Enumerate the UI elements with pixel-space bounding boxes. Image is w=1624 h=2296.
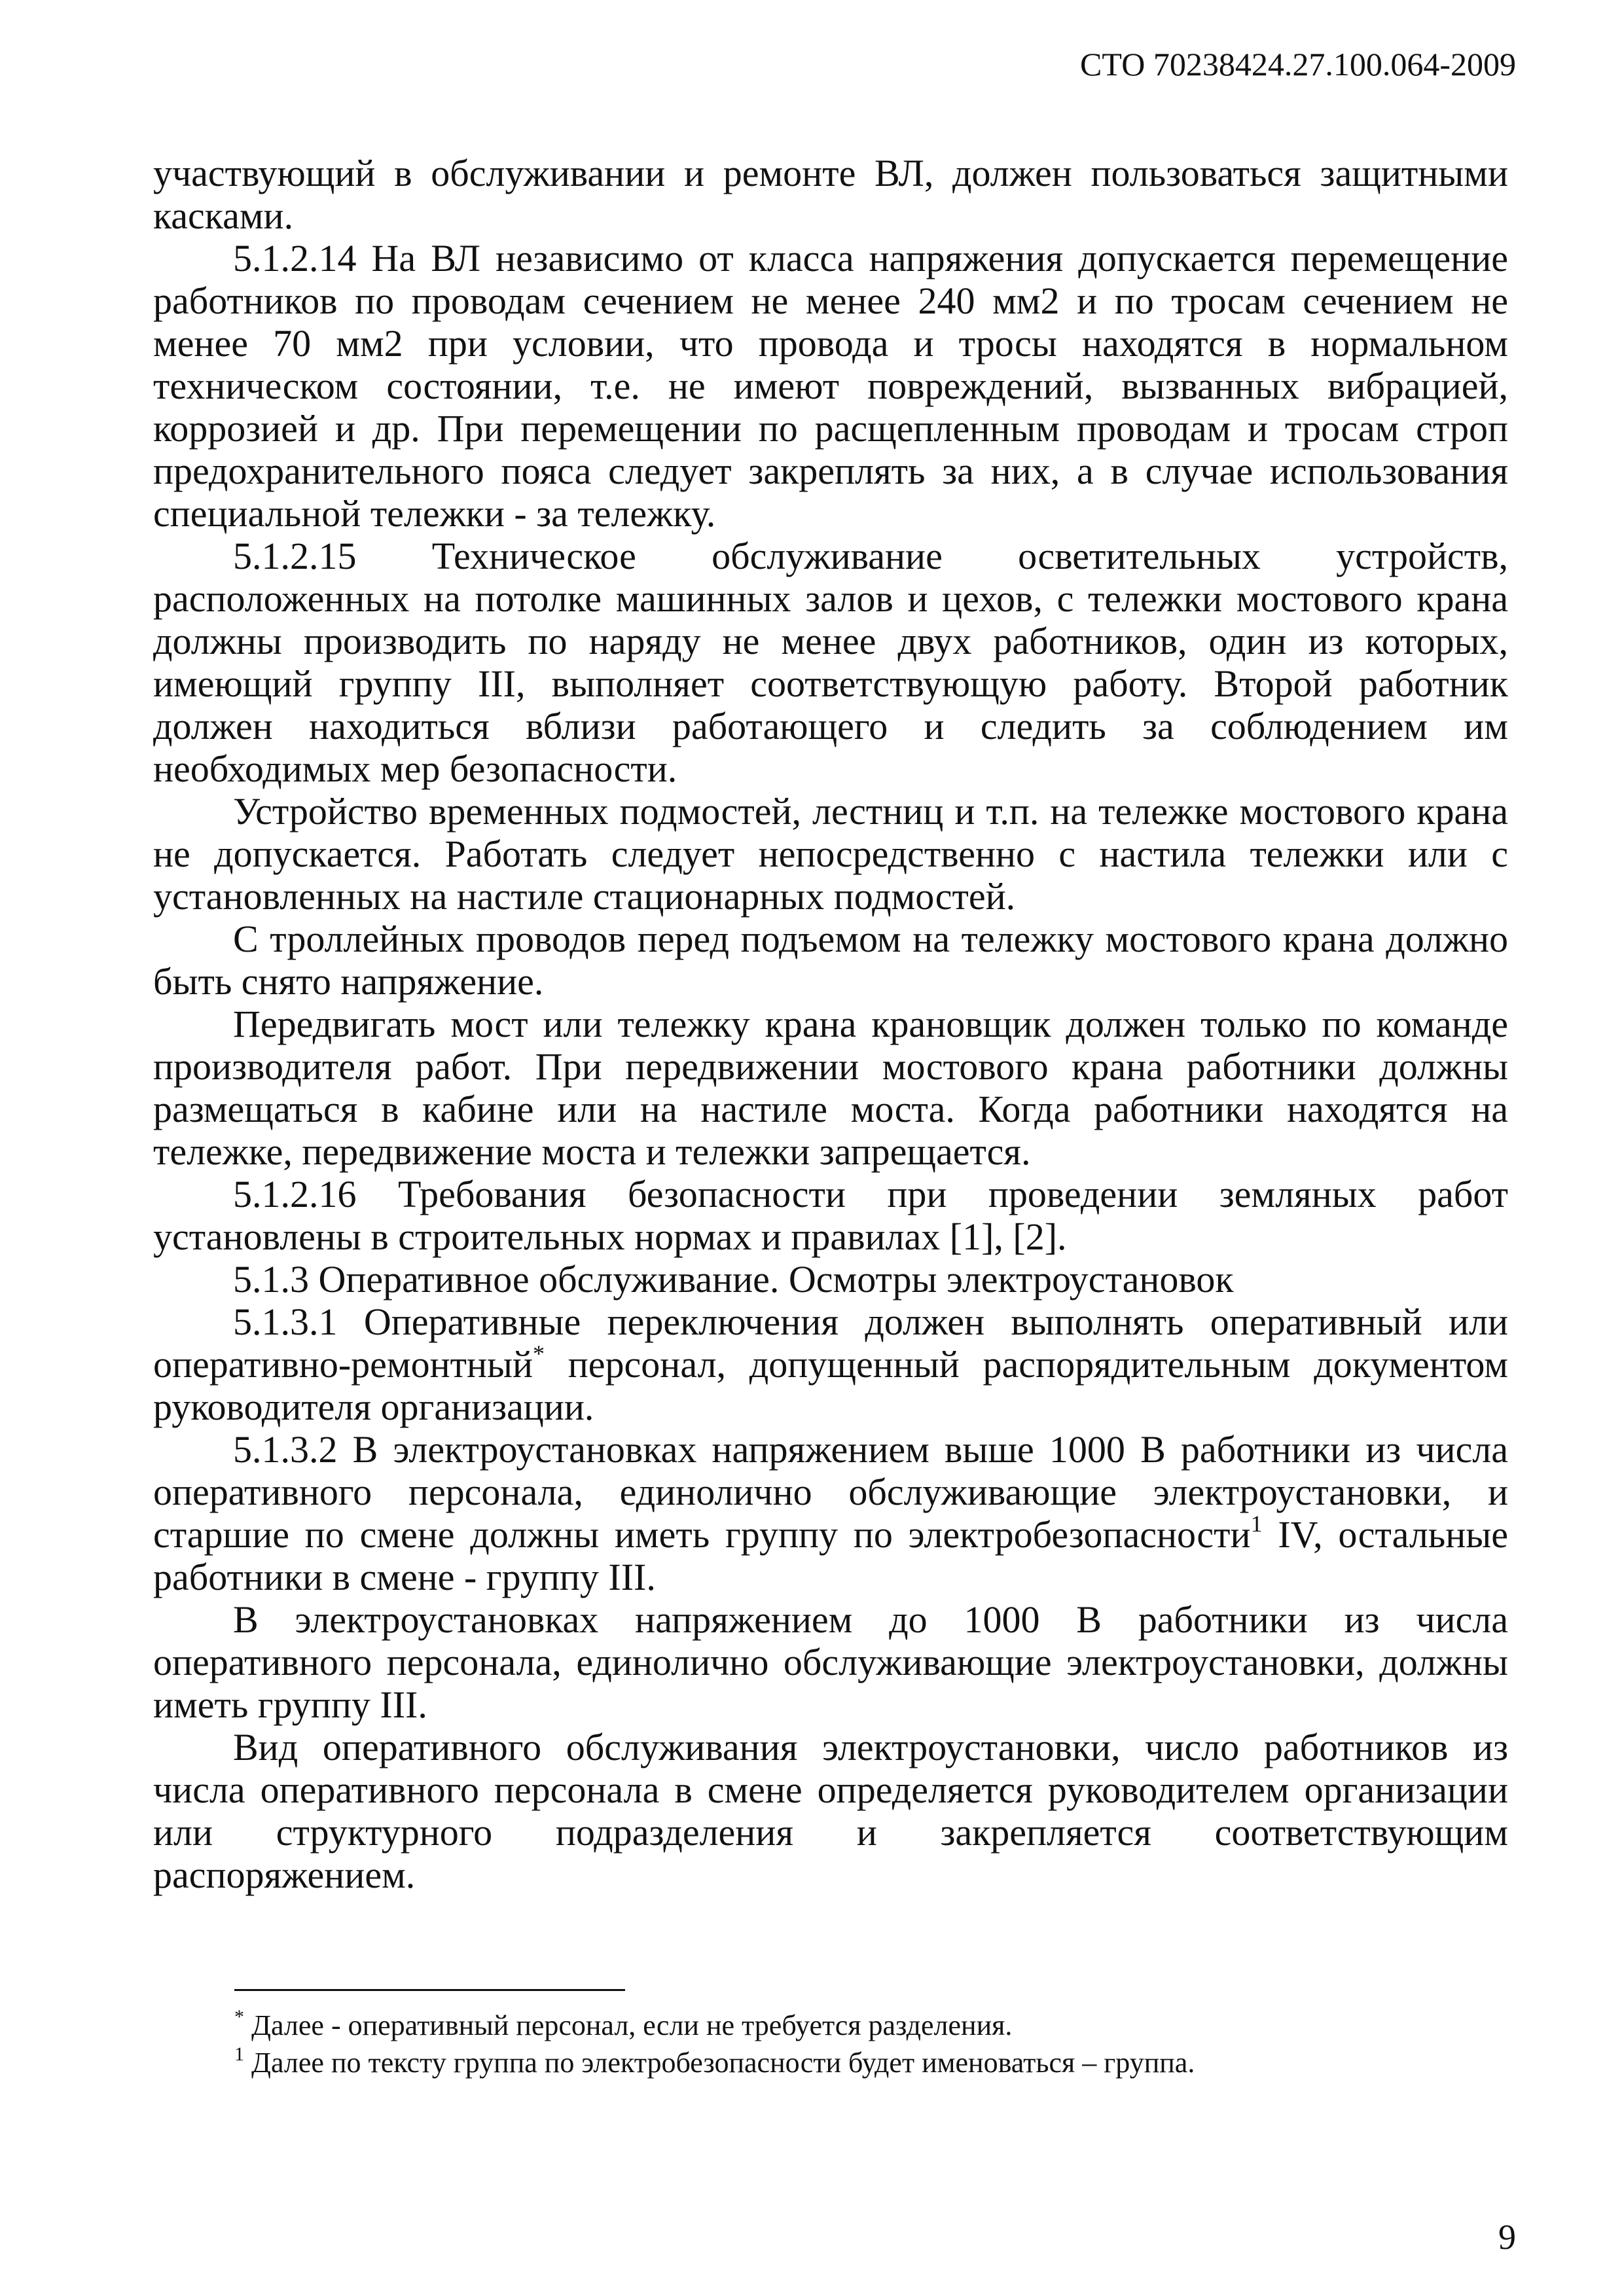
paragraph-5-1-2-14: 5.1.2.14 На ВЛ независимо от класса напряжения допускается перемещение работников по проводам сечением не менее 240 мм2 и по тросам сечением не менее 70 мм2 при условии, что провода и тросы находятся в нормальном техническом состоянии, т.е. не имеют повреждений, вызванных вибрацией, коррозией и др. При перемещении по расщепленным проводам и тросам строп предохранительного пояса следует закреплять за них, а в случае использования специальной тележки - за тележку. — [153, 237, 1508, 535]
document-body — [153, 152, 1508, 1896]
footnote-mark: 1 — [234, 2043, 244, 2065]
paragraph-5-1-2-15: 5.1.2.15 Техническое обслуживание осветительных устройств, расположенных на потолке машинных залов и цехов, с тележки мостового крана должны производить по наряду не менее двух работников, один из которых, имеющий группу III, выполняет соответствующую работу. Второй работник должен находиться вблизи работающего и следить за соблюдением им необходимых мер безопасности. — [153, 535, 1508, 790]
paragraph-trolley-wires: С троллейных проводов перед подъемом на тележку мостового крана должно быть снято напряжение. — [153, 918, 1508, 1003]
footnote-text: Далее - оперативный персонал, если не требуется разделения. — [244, 2009, 1013, 2041]
footnote-1 — [234, 2044, 1478, 2081]
footnote-mark: * — [234, 2006, 244, 2028]
paragraph-5-1-3-2-text: 5.1.3.2 В электроустановках напряжением выше 1000 В работники из числа оперативного персонала, единолично обслуживающие электроустановки, и старшие по смене должны иметь группу по электробезопасности — [153, 1428, 1508, 1556]
footnote-ref-1: 1 — [1250, 1511, 1263, 1537]
paragraph-crane-movement: Передвигать мост или тележку крана крановщик должен только по команде производителя работ. При передвижении мостового крана работники должны размещаться в кабине или на настиле моста. Когда работники находятся на тележке, передвижение моста и тележки запрещается. — [153, 1003, 1508, 1173]
footnotes — [234, 2007, 1478, 2081]
footnote-separator — [234, 1989, 625, 1991]
paragraph-5-1-3-2 — [153, 1428, 1508, 1598]
footnote-asterisk — [234, 2007, 1478, 2044]
paragraph-5-1-3-1-text-end: персонал, допущенный распорядительным документом руководителя организации. — [153, 1343, 1508, 1428]
section-heading-5-1-3: 5.1.3 Оперативное обслуживание. Осмотры электроустановок — [233, 1258, 1234, 1300]
paragraph-5-1-2-16: 5.1.2.16 Требования безопасности при проведении земляных работ установлены в строительных нормах и правилах [1], [2]. — [153, 1173, 1508, 1258]
footnote-ref-asterisk: * — [533, 1340, 545, 1367]
standard-code-header: СТО 70238424.27.100.064-2009 — [1080, 46, 1516, 82]
paragraph-up-to-1000v: В электроустановках напряжением до 1000 В работники из числа оперативного персонала, единолично обслуживающие электроустановки, должны иметь группу III. — [153, 1598, 1508, 1726]
paragraph-5-1-3-1-text: 5.1.3.1 Оперативные переключения должен выполнять оперативный или оперативно-ремонтный — [153, 1300, 1508, 1386]
page-number: 9 — [1498, 2217, 1516, 2257]
paragraph-continuation: участвующий в обслуживании и ремонте ВЛ, должен пользоваться защитными касками. — [153, 152, 1508, 237]
paragraph-5-1-3-2-text-end: IV, остальные работники в смене - группу III. — [153, 1513, 1508, 1598]
paragraph-5-1-3-1 — [153, 1300, 1508, 1428]
paragraph-scaffolding: Устройство временных подмостей, лестниц и т.п. на тележке мостового крана не допускается. Работать следует непосредственно с настила тележки или с установленных на настиле стационарных подмостей. — [153, 790, 1508, 918]
footnote-text: Далее по тексту группа по электробезопасности будет именоваться – группа. — [244, 2047, 1195, 2079]
paragraph-operational-service-type: Вид оперативного обслуживания электроустановки, число работников из числа оперативного персонала в смене определяется руководителем организации или структурного подразделения и закрепляется соответствующим распоряжением. — [153, 1726, 1508, 1896]
